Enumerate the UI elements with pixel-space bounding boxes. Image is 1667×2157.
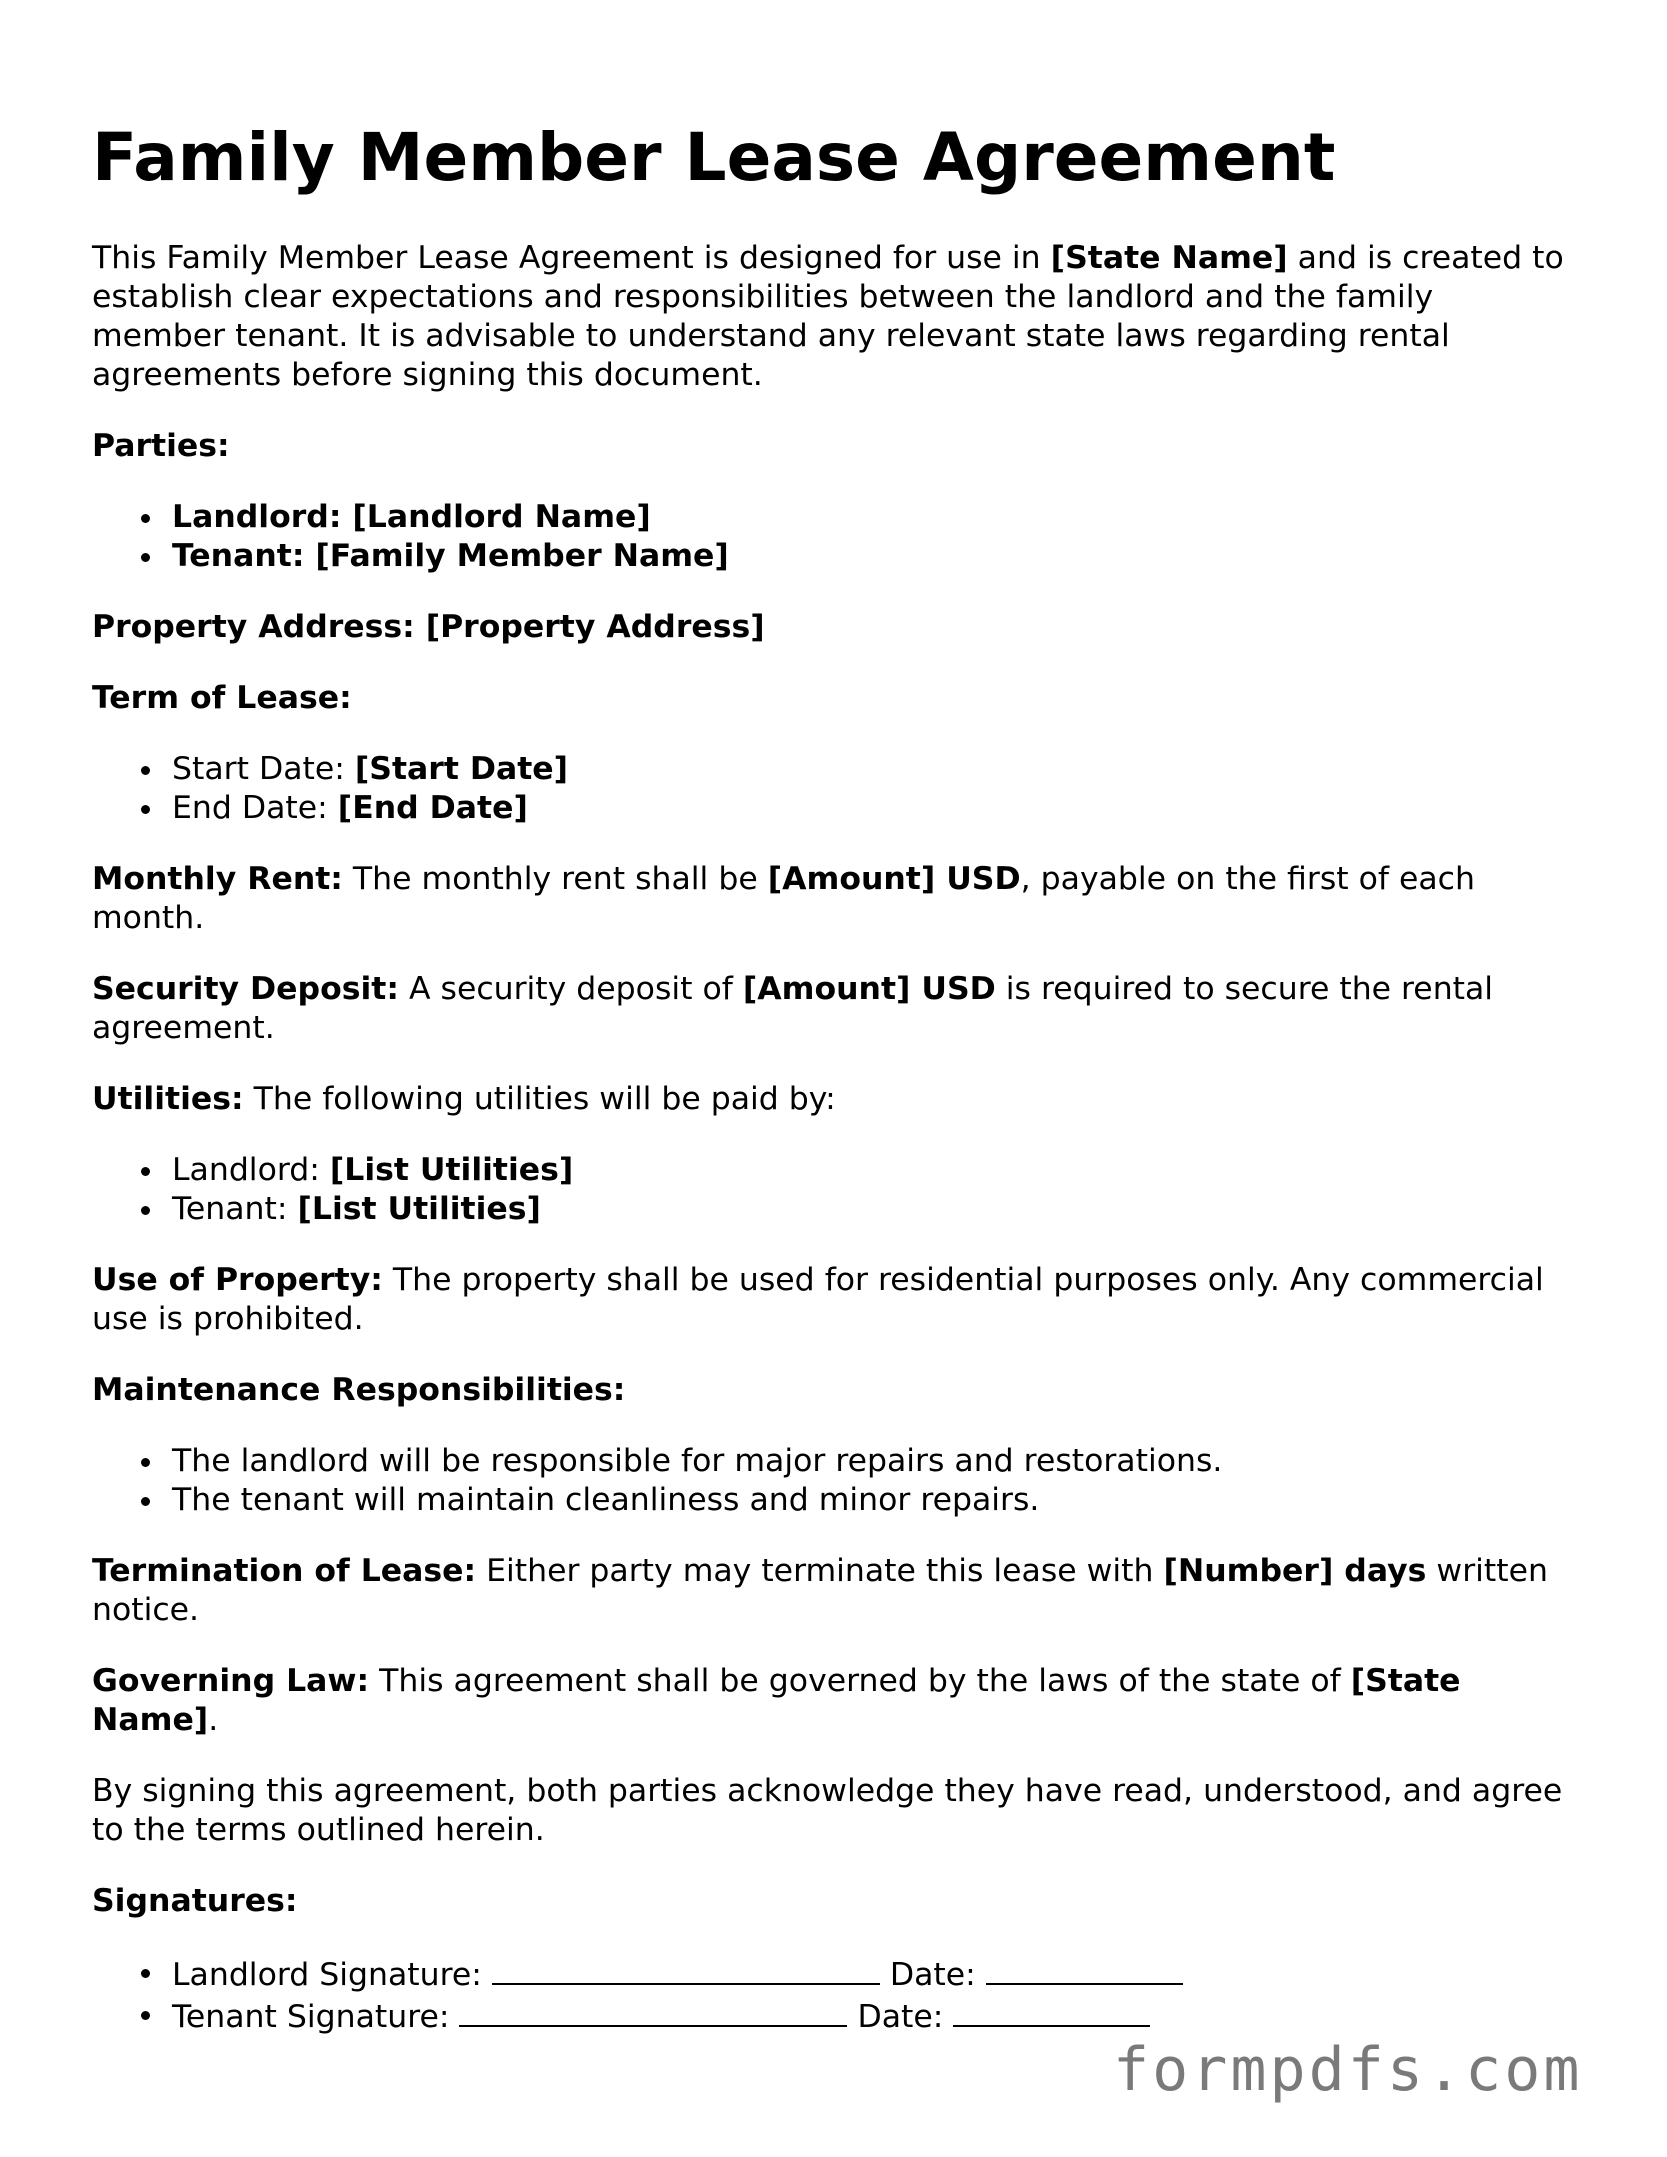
intro-paragraph (92, 239, 1572, 395)
termination-of-lease: Termination of Lease: Either party may terminate this lease with [Number] days written notice. (92, 1553, 1548, 1628)
deposit-amount: [Amount] USD (742, 971, 996, 1007)
end-date: [End Date] (337, 790, 528, 826)
signatures-list (92, 1953, 1572, 2037)
intro-text-1: This Family Member Lease Agreement is designed for use in (92, 240, 1051, 276)
tenant-name: Tenant: [Family Member Name] (172, 538, 729, 574)
landlord-name: Landlord: [Landlord Name] (172, 499, 651, 535)
term-list (92, 750, 1572, 828)
governing-law: Governing Law: This agreement shall be governed by the laws of the state of [State Name]. (92, 1663, 1461, 1738)
landlord-date-line[interactable] (986, 1953, 1183, 1985)
signatures-heading: Signatures: (92, 1883, 298, 1919)
intro-text-2: and is created to establish clear expectations and responsibilities between the landlord and the family member tenant. It is advisable to understand any relevant state laws regarding rental agreements before signing this document. (92, 240, 1564, 393)
maintenance-heading: Maintenance Responsibilities: (92, 1372, 626, 1408)
term-heading: Term of Lease: (92, 680, 352, 716)
tenant-date-line[interactable] (953, 1995, 1150, 2027)
list-item: Start Date: [Start Date] (172, 750, 1572, 789)
parties-heading: Parties: (92, 428, 230, 464)
landlord-signature-line[interactable] (492, 1953, 880, 1985)
list-item: The landlord will be responsible for major repairs and restorations. (172, 1442, 1572, 1481)
document-title: Family Member Lease Agreement (92, 119, 1336, 196)
acknowledgement: By signing this agreement, both parties acknowledge they have read, understood, and agree to the terms outlined herein. (92, 1773, 1563, 1848)
use-of-property: Use of Property: The property shall be used for residential purposes only. Any commercial use is prohibited. (92, 1262, 1544, 1337)
list-item (172, 537, 1572, 576)
start-date: [Start Date] (354, 751, 569, 787)
list-item: End Date: [End Date] (172, 789, 1572, 828)
watermark: formpdfs.com (1113, 2035, 1583, 2105)
list-item: Landlord: [List Utilities] (172, 1151, 1572, 1190)
utilities-list (92, 1151, 1572, 1229)
maintenance-list (92, 1442, 1572, 1520)
governing-state: [State Name] (92, 1663, 1461, 1738)
list-item: Tenant Signature: Date: (172, 1995, 1572, 2037)
rent-amount: [Amount] USD (767, 861, 1021, 897)
list-item: The tenant will maintain cleanliness and minor repairs. (172, 1481, 1572, 1520)
document-body (92, 239, 1572, 2069)
parties-list (92, 498, 1572, 576)
security-deposit: Security Deposit: A security deposit of [Amount] USD is required to secure the rental agreement. (92, 971, 1494, 1046)
monthly-rent: Monthly Rent: The monthly rent shall be [Amount] USD, payable on the first of each month. (92, 861, 1475, 936)
list-item: Tenant: [List Utilities] (172, 1190, 1572, 1229)
utilities-paragraph: Utilities: The following utilities will be paid by: (92, 1081, 836, 1117)
property-address: Property Address: [Property Address] (92, 609, 765, 645)
notice-days: [Number] days (1163, 1553, 1427, 1589)
list-item: Landlord Signature: Date: (172, 1953, 1572, 1995)
tenant-signature-line[interactable] (459, 1995, 847, 2027)
list-item (172, 498, 1572, 537)
intro-state: [State Name] (1050, 240, 1288, 276)
